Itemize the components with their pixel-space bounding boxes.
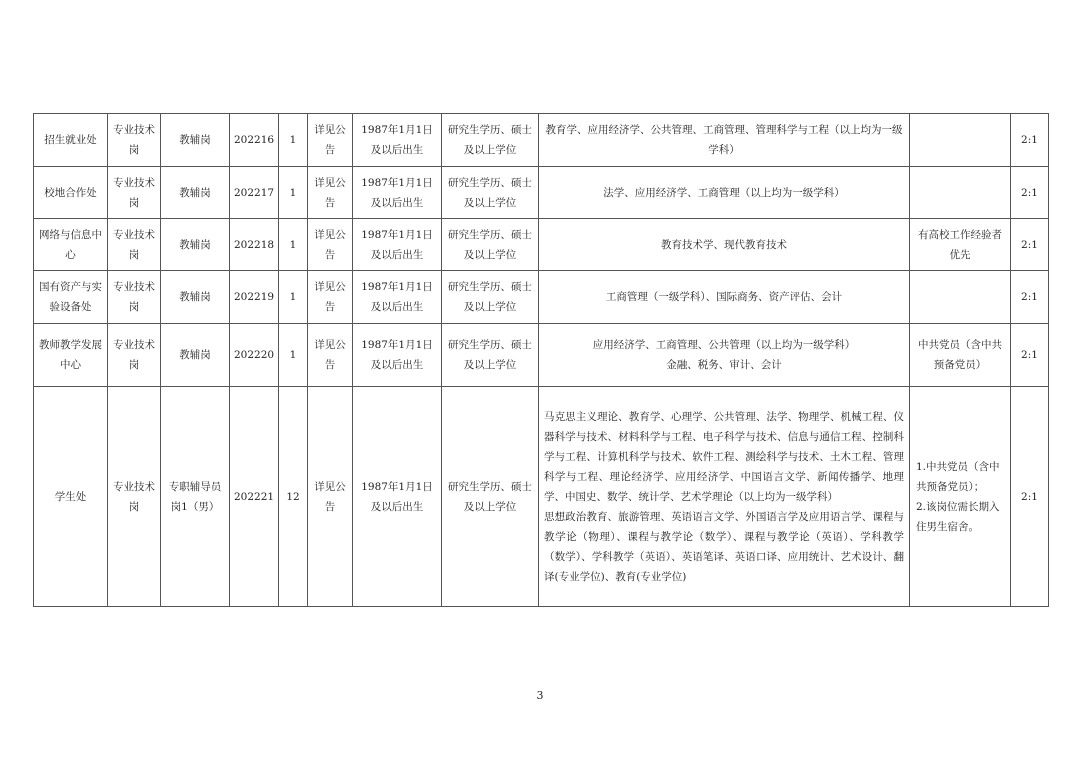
- department-cell: 网络与信息中心: [34, 219, 108, 271]
- headcount-cell: 12: [279, 387, 308, 607]
- post-code-cell: 202220: [230, 324, 279, 387]
- post-code-cell: 202216: [230, 114, 279, 167]
- requirements-cell: 详见公告: [308, 219, 353, 271]
- post-name-cell: 教辅岗: [161, 219, 230, 271]
- requirements-cell: 详见公告: [308, 324, 353, 387]
- post-code-cell: 202217: [230, 167, 279, 219]
- post-code-cell: 202219: [230, 271, 279, 324]
- page-number: 3: [536, 689, 544, 702]
- remarks-cell: [910, 167, 1011, 219]
- headcount-cell: 1: [279, 324, 308, 387]
- majors-cell: 法学、应用经济学、工商管理（以上均为一级学科）: [539, 167, 910, 219]
- headcount-cell: 1: [279, 219, 308, 271]
- table-row: [34, 387, 1049, 607]
- post-type-cell: 专业技术岗: [108, 271, 161, 324]
- table-row: [34, 167, 1049, 219]
- age-cell: 1987年1月1日及以后出生: [353, 114, 442, 167]
- requirements-cell: 详见公告: [308, 167, 353, 219]
- majors-line: 金融、税务、审计、会计: [666, 359, 782, 371]
- table-row: [34, 219, 1049, 271]
- remark-item: 2.该岗位需长期入住男生宿舍。: [916, 500, 1000, 533]
- remarks-cell: [910, 271, 1011, 324]
- age-cell: 1987年1月1日及以后出生: [353, 387, 442, 607]
- remark-item: 1.中共党员（含中共预备党员）；: [916, 460, 1000, 493]
- department-cell: 教师教学发展中心: [34, 324, 108, 387]
- ratio-cell: 2:1: [1011, 387, 1049, 607]
- majors-cell: 工商管理（一级学科）、国际商务、资产评估、会计: [539, 271, 910, 324]
- post-type-cell: 专业技术岗: [108, 167, 161, 219]
- post-type-cell: 专业技术岗: [108, 387, 161, 607]
- remarks-cell: 有高校工作经验者优先: [910, 219, 1011, 271]
- age-cell: 1987年1月1日及以后出生: [353, 271, 442, 324]
- table-row: [34, 114, 1049, 167]
- education-cell: 研究生学历、硕士及以上学位: [442, 167, 539, 219]
- remarks-cell: 中共党员（含中共预备党员）: [910, 324, 1011, 387]
- majors-line: 应用经济学、工商管理、公共管理（以上均为一级学科）: [592, 339, 856, 351]
- requirements-cell: 详见公告: [308, 114, 353, 167]
- age-cell: 1987年1月1日及以后出生: [353, 167, 442, 219]
- age-cell: 1987年1月1日及以后出生: [353, 324, 442, 387]
- job-positions-table: [33, 113, 1049, 607]
- remarks-cell: [910, 114, 1011, 167]
- ratio-cell: 2:1: [1011, 219, 1049, 271]
- headcount-cell: 1: [279, 167, 308, 219]
- majors-cell: [539, 387, 910, 607]
- post-type-cell: 专业技术岗: [108, 324, 161, 387]
- headcount-cell: 1: [279, 271, 308, 324]
- post-code-cell: 202221: [230, 387, 279, 607]
- requirements-cell: 详见公告: [308, 271, 353, 324]
- ratio-cell: 2:1: [1011, 114, 1049, 167]
- post-type-cell: 专业技术岗: [108, 219, 161, 271]
- post-name-cell: 教辅岗: [161, 324, 230, 387]
- remarks-cell: [910, 387, 1011, 607]
- ratio-cell: 2:1: [1011, 167, 1049, 219]
- post-name-cell: 教辅岗: [161, 114, 230, 167]
- education-cell: 研究生学历、硕士及以上学位: [442, 387, 539, 607]
- post-type-cell: 专业技术岗: [108, 114, 161, 167]
- majors-paragraph: 马克思主义理论、教育学、心理学、公共管理、法学、物理学、机械工程、仪器科学与技术、材料科学与工程、电子科学与技术、信息与通信工程、控制科学与工程、计算机科学与技术、软件工程、测绘科学与技术、土木工程、管理科学与工程、理论经济学、应用经济学、中国语言文学、新闻传播学、地理学、中国史、数学、统计学、艺术学理论（以上均为一级学科）: [544, 410, 904, 503]
- ratio-cell: 2:1: [1011, 324, 1049, 387]
- department-cell: 校地合作处: [34, 167, 108, 219]
- education-cell: 研究生学历、硕士及以上学位: [442, 114, 539, 167]
- age-cell: 1987年1月1日及以后出生: [353, 219, 442, 271]
- department-cell: 招生就业处: [34, 114, 108, 167]
- table-row: [34, 324, 1049, 387]
- majors-paragraph: 思想政治教育、旅游管理、英语语言文学、外国语言学及应用语言学、课程与教学论（物理）、课程与教学论（数学）、课程与教学论（英语）、学科教学（数学）、学科教学（英语）、英语笔译、英语口译、应用统计、艺术设计、翻译(专业学位)、教育(专业学位): [544, 510, 904, 583]
- post-name-cell: 专职辅导员岗1（男）: [161, 387, 230, 607]
- education-cell: 研究生学历、硕士及以上学位: [442, 219, 539, 271]
- department-cell: 国有资产与实验设备处: [34, 271, 108, 324]
- department-cell: 学生处: [34, 387, 108, 607]
- education-cell: 研究生学历、硕士及以上学位: [442, 271, 539, 324]
- post-code-cell: 202218: [230, 219, 279, 271]
- majors-cell: 教育学、应用经济学、公共管理、工商管理、管理科学与工程（以上均为一级学科）: [539, 114, 910, 167]
- ratio-cell: 2:1: [1011, 271, 1049, 324]
- post-name-cell: 教辅岗: [161, 271, 230, 324]
- table-row: [34, 271, 1049, 324]
- requirements-cell: 详见公告: [308, 387, 353, 607]
- majors-cell: 教育技术学、现代教育技术: [539, 219, 910, 271]
- education-cell: 研究生学历、硕士及以上学位: [442, 324, 539, 387]
- post-name-cell: 教辅岗: [161, 167, 230, 219]
- majors-cell: [539, 324, 910, 387]
- headcount-cell: 1: [279, 114, 308, 167]
